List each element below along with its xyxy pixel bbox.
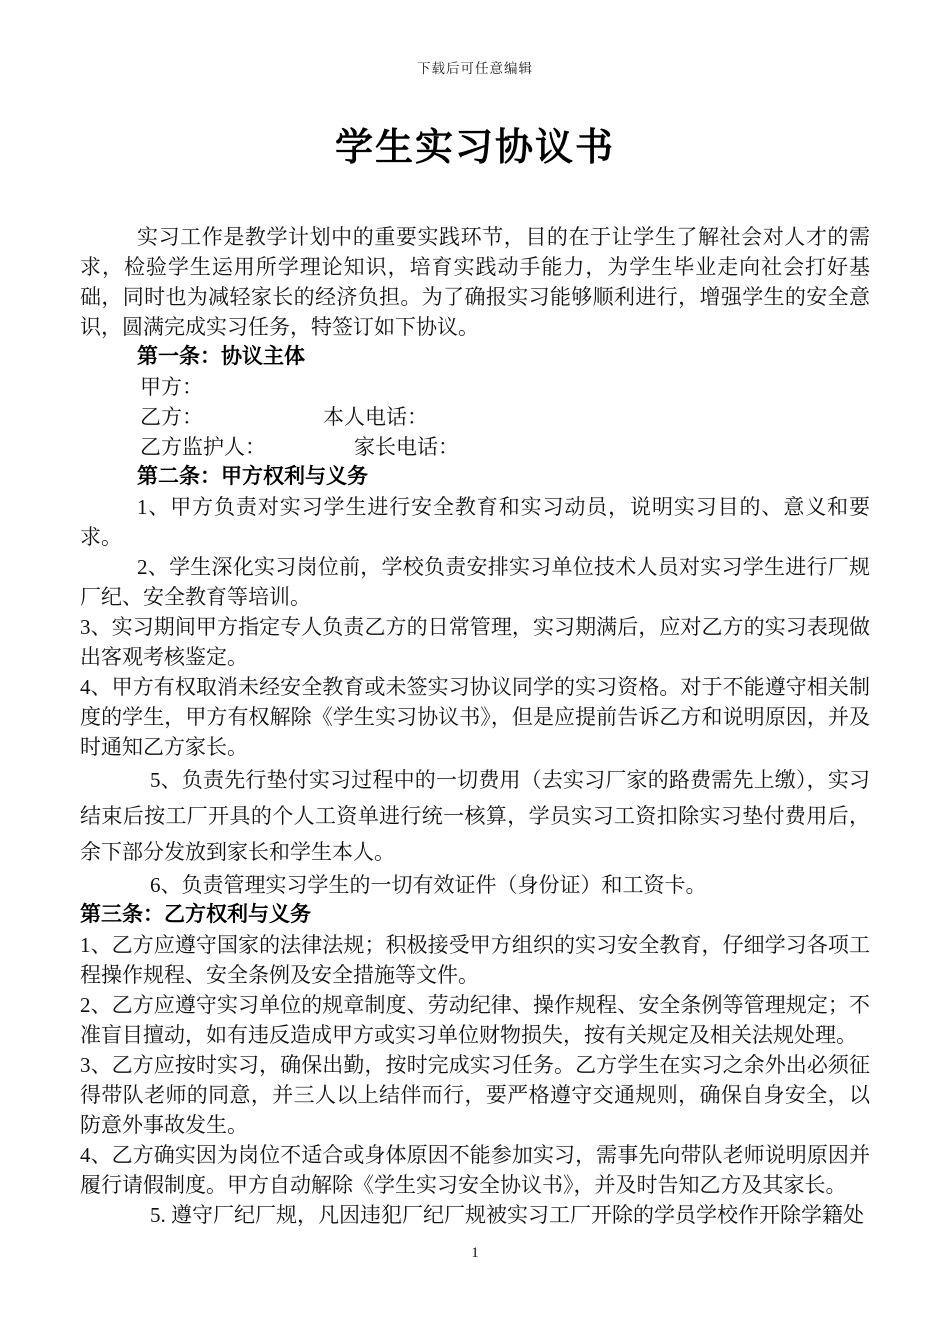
- section-2-item-6: 6、负责管理实习学生的一切有效证件（身份证）和工资卡。: [150, 873, 707, 897]
- section-2-item-2: 2、学生深化实习岗位前，学校负责安排实习单位技术人员对实习学生进行厂规厂纪、安全教育等培训。: [80, 555, 870, 609]
- section-2-item-5: 5、负责先行垫付实习过程中的一切费用（去实习厂家的路费需先上缴），实习结束后按工厂开具的个人工资单进行统一核算，学员实习工资扣除实习垫付费用后，余下部分发放到家长和学生本人。: [80, 768, 870, 864]
- document-title: 学生实习协议书: [334, 127, 615, 169]
- section-2-item-3: 3、实习期间甲方指定专人负责乙方的日常管理，实习期满后，应对乙方的实习表现做出客观考核鉴定。: [80, 615, 870, 669]
- section-2-item-1: 1、甲方负责对实习学生进行安全教育和实习动员，说明实习目的、意义和要求。: [80, 495, 870, 549]
- header-note: 下载后可任意编辑: [417, 61, 533, 76]
- party-b-phone-label: 本人电话：: [323, 405, 428, 429]
- section-3-item-2: 2、乙方应遵守实习单位的规章制度、劳动纪律、操作规程、安全条例等管理规定；不准盲目擅动，如有违反造成甲方或实习单位财物损失，按有关规定及相关法规处理。: [80, 993, 870, 1047]
- section-3-item-4: 4、乙方确实因为岗位不适合或身体原因不能参加实习，需事先向带队老师说明原因并履行请假制度。甲方自动解除《学生实习安全协议书》，并及时告知乙方及其家长。: [80, 1143, 870, 1197]
- party-a-label: 甲方：: [140, 375, 203, 399]
- guardian-row: [80, 432, 870, 462]
- section-3-item-1: 1、乙方应遵守国家的法律法规；积极接受甲方组织的实习安全教育，仔细学习各项工程操作规程、安全条例及安全措施等文件。: [80, 933, 870, 987]
- section-2-item-4: 4、甲方有权取消未经安全教育或未签实习协议同学的实习资格。对于不能遵守相关制度的学生，甲方有权解除《学生实习协议书》，但是应提前告诉乙方和说明原因，并及时通知乙方家长。: [80, 675, 870, 759]
- section-3-item-3: 3、乙方应按时实习，确保出勤，按时完成实习任务。乙方学生在实习之余外出必须征得带队老师的同意，并三人以上结伴而行，要严格遵守交通规则，确保自身安全，以防意外事故发生。: [80, 1053, 870, 1137]
- section-2-heading: 第二条：甲方权利与义务: [137, 465, 368, 488]
- party-b-row: [80, 402, 870, 432]
- section-3-heading: 第三条：乙方权利与义务: [80, 903, 311, 926]
- guardian-phone-label: 家长电话：: [354, 435, 459, 459]
- guardian-label: 乙方监护人：: [140, 435, 266, 459]
- section-1-heading: 第一条：协议主体: [137, 345, 305, 368]
- document-body: [80, 222, 870, 1230]
- party-b-label: 乙方：: [140, 405, 203, 429]
- page-number: 1: [471, 1245, 479, 1261]
- party-a-row: [80, 372, 870, 402]
- intro-paragraph: 实习工作是教学计划中的重要实践环节，目的在于让学生了解社会对人才的需求，检验学生运用所学理论知识，培育实践动手能力，为学生毕业走向社会打好基础，同时也为减轻家长的经济负担。为了确报实习能够顺利进行，增强学生的安全意识，圆满完成实习任务，特签订如下协议。: [80, 225, 870, 339]
- section-3-item-5: 5. 遵守厂纪厂规，凡因违犯厂纪厂规被实习工厂开除的学员学校作开除学籍处: [150, 1203, 864, 1227]
